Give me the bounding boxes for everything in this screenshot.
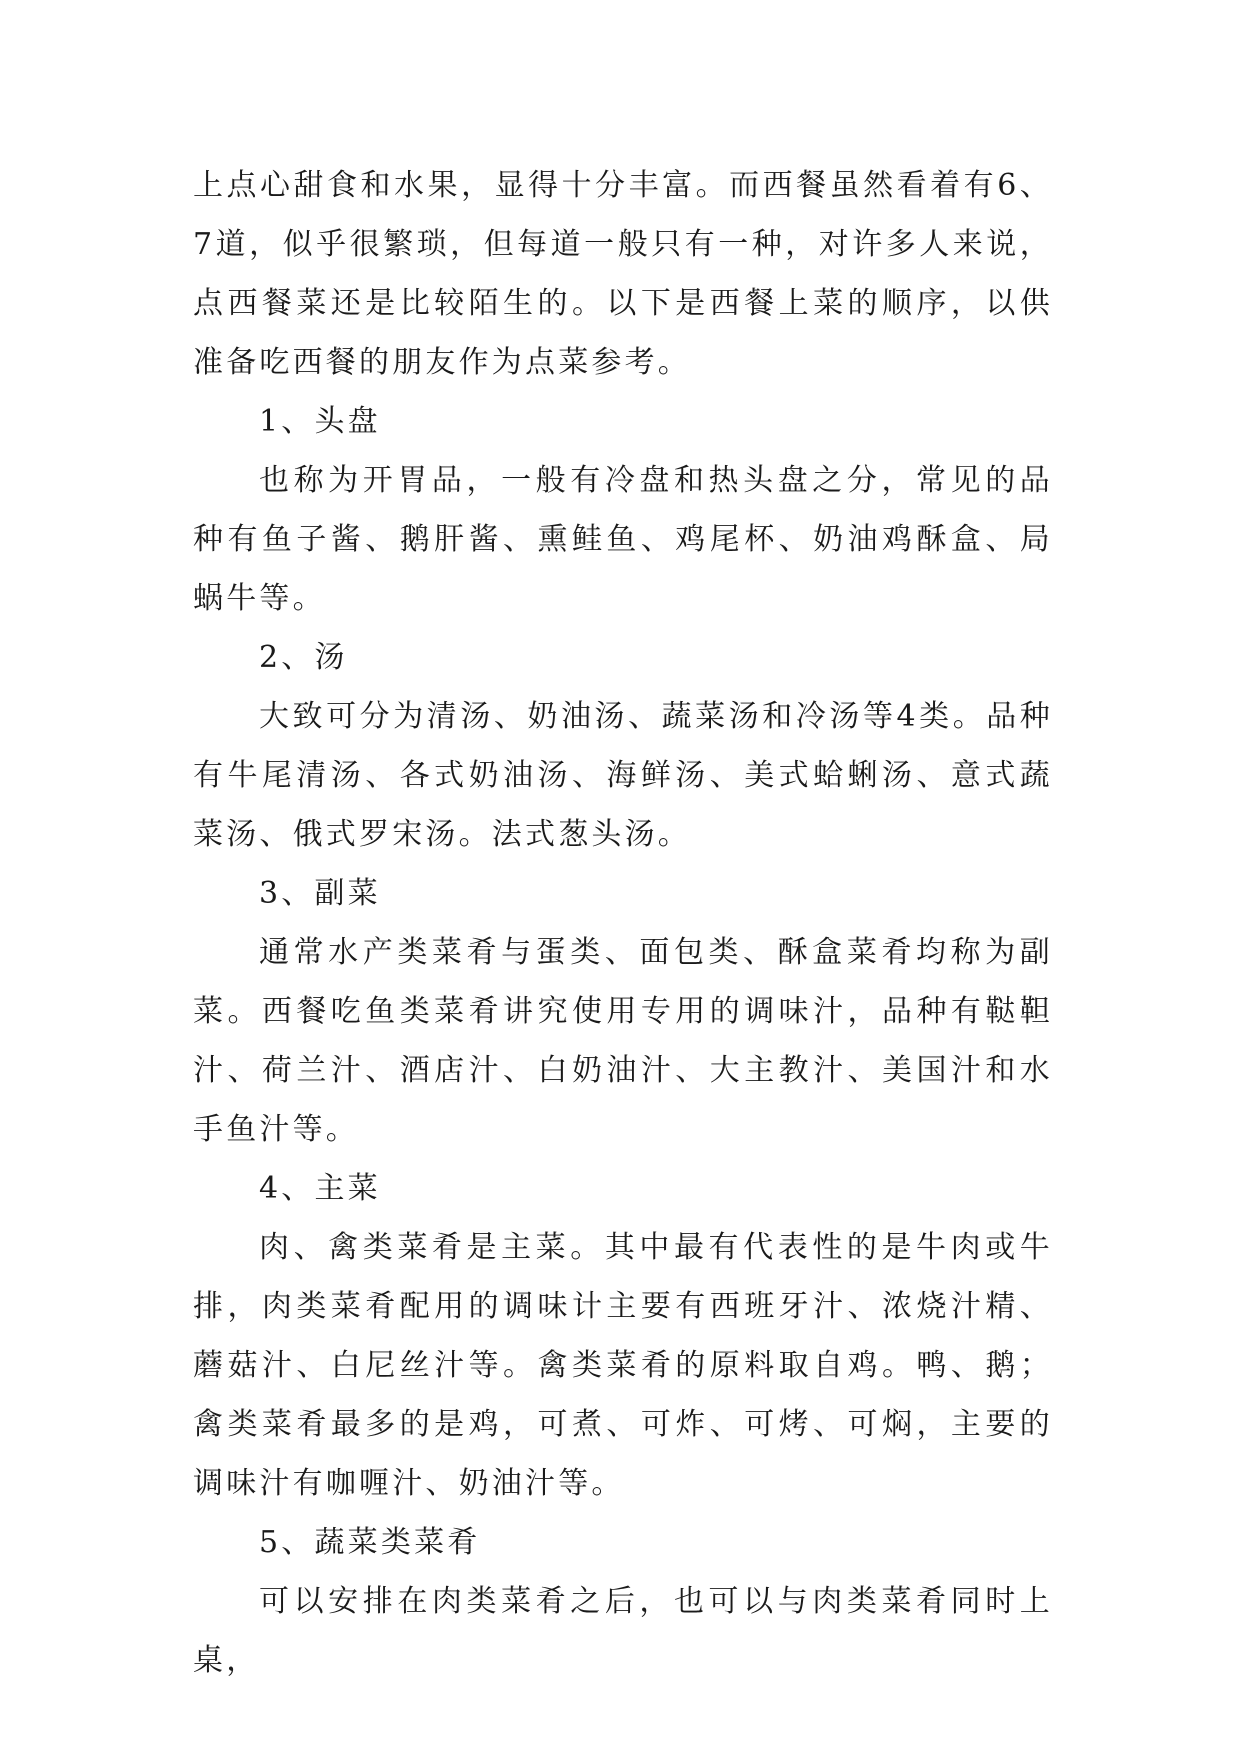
heading-appetizer: 1、头盘 — [259, 404, 381, 439]
paragraph-soup: 大致可分为清汤、奶油汤、蔬菜汤和冷汤等4类。品种有牛尾清汤、各式奶油汤、海鲜汤、美式蛤蜊汤、意式蔬菜汤、俄式罗宋汤。法式葱头汤。 — [193, 699, 1053, 852]
paragraph-vegetable-dishes: 可以安排在肉类菜肴之后，也可以与肉类菜肴同时上桌， — [193, 1584, 1053, 1678]
paragraph-intro-continued: 上点心甜食和水果，显得十分丰富。而西餐虽然看着有6、7道，似乎很繁琐，但每道一般只有一种，对许多人来说，点西餐菜还是比较陌生的。以下是西餐上菜的顺序，以供准备吃西餐的朋友作为点菜参考。 — [193, 168, 1053, 380]
paragraph-appetizer: 也称为开胃品，一般有冷盘和热头盘之分，常见的品种有鱼子酱、鹅肝酱、熏鲑鱼、鸡尾杯、奶油鸡酥盒、局蜗牛等。 — [193, 463, 1053, 616]
heading-vegetable-dishes: 5、蔬菜类菜肴 — [259, 1525, 481, 1560]
heading-soup: 2、汤 — [259, 640, 348, 675]
paragraph-main-course: 肉、禽类菜肴是主菜。其中最有代表性的是牛肉或牛排，肉类菜肴配用的调味计主要有西班牙汁、浓烧汁精、蘑菇汁、白尼丝汁等。禽类菜肴的原料取自鸡。鸭、鹅；禽类菜肴最多的是鸡，可煮、可炸、可烤、可焖，主要的调味汁有咖喱汁、奶油汁等。 — [193, 1230, 1053, 1501]
document-body — [193, 156, 1053, 1690]
heading-side-dish: 3、副菜 — [259, 876, 381, 911]
paragraph-side-dish: 通常水产类菜肴与蛋类、面包类、酥盒菜肴均称为副菜。西餐吃鱼类菜肴讲究使用专用的调味汁，品种有鞑靼汁、荷兰汁、酒店汁、白奶油汁、大主教汁、美国汁和水手鱼汁等。 — [193, 935, 1053, 1147]
heading-main-course: 4、主菜 — [259, 1171, 381, 1206]
